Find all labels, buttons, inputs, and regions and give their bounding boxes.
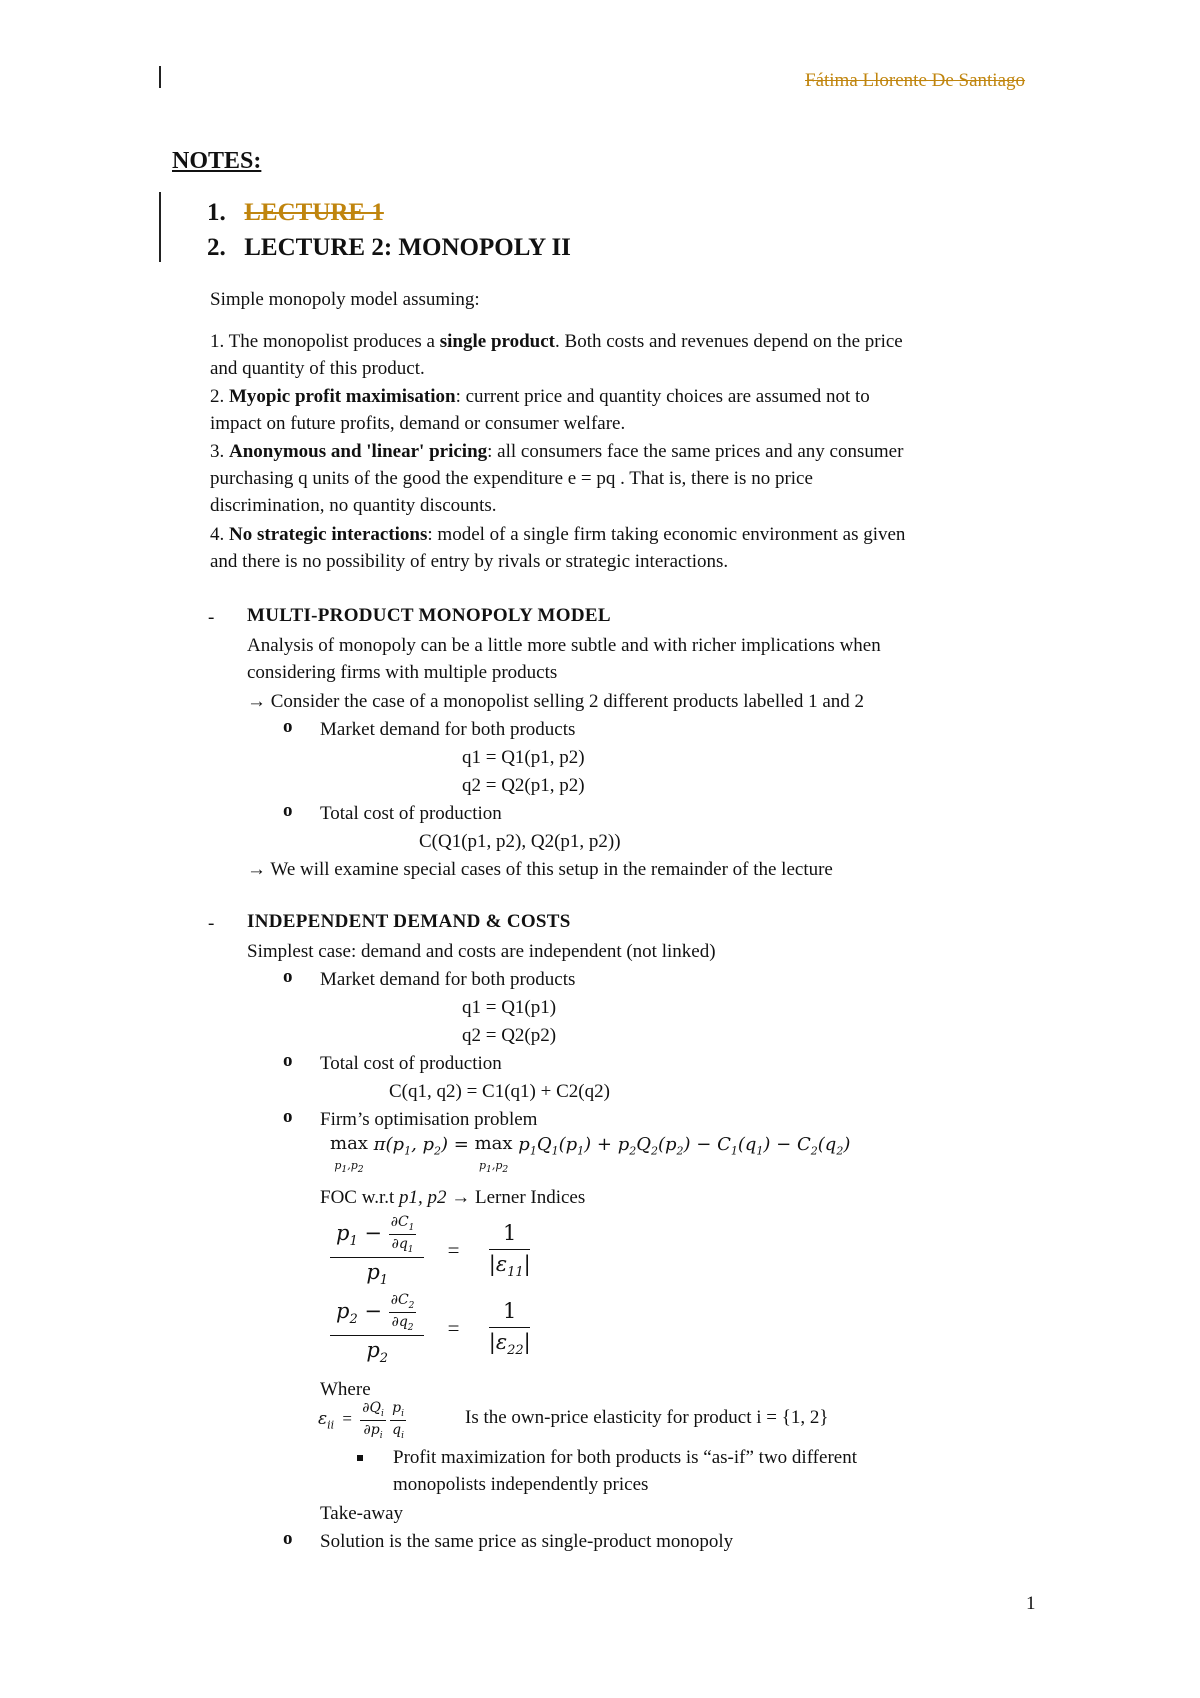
indep-bullet-demand: Market demand for both products [320, 969, 576, 990]
indep-description: Simplest case: demand and costs are independent (not linked) [247, 941, 716, 962]
lecture-label: LECTURE 2: MONOPOLY II [244, 234, 571, 261]
equation-q2: q2 = Q2(p1, p2) [462, 775, 585, 796]
section-heading-multi: MULTI-PRODUCT MONOPOLY MODEL [247, 605, 611, 626]
bullet-marker: o [283, 1528, 293, 1549]
indep-bullet-optimisation: Firm’s optimisation problem [320, 1109, 538, 1130]
equation-cost: C(Q1(p1, p2), Q2(p1, p2)) [419, 831, 621, 852]
equation-q1: q1 = Q1(p1, p2) [462, 747, 585, 768]
lecture-number: 2. [207, 234, 226, 261]
assumption-4: 4. No strategic interactions: model of a single firm taking economic environment as given and there is no possibility of entry by rivals or strategic interactions. [210, 524, 906, 572]
section-dash: - [208, 913, 215, 934]
elasticity-description: Is the own-price elasticity for product i = {1, 2} [465, 1407, 829, 1428]
formula-elasticity: $\varepsilon_{ii}$ = $\frac{\partial Q_i}{\partial p_i}$ $\frac{p_i}{q_i}$ [318, 1400, 404, 1441]
multi-bullet-demand: Market demand for both products [320, 719, 576, 740]
multi-arrow-note-1: → Consider the case of a monopolist selling 2 different products labelled 1 and 2 [247, 691, 865, 712]
assumption-2: 2. Myopic profit maximisation: current price and quantity choices are assumed not to impact on future profits, demand or consumer welfare. [210, 386, 870, 434]
multi-bullet-cost: Total cost of production [320, 803, 502, 824]
bullet-marker: o [283, 966, 293, 987]
assumption-3: 3. Anonymous and 'linear' pricing: all consumers face the same prices and any consumer purchasing q units of the good the expenditure e = pq . That is, there is no price discrimination, no quantity discounts. [210, 441, 904, 516]
foc-line: FOC w.r.t p1, p2 → Lerner Indices [320, 1187, 586, 1208]
equation-q2: q2 = Q2(p2) [462, 1025, 557, 1046]
lecture-number: 1. [207, 199, 226, 226]
equation-cost: C(q1, q2) = C1(q1) + C2(q2) [389, 1081, 610, 1102]
multi-arrow-note-2: → We will examine special cases of this setup in the remainder of the lecture [247, 859, 833, 880]
page-title: NOTES: [172, 148, 262, 174]
change-bar [159, 192, 161, 262]
formula-lerner-1: $p_1$ − $\frac{\partial C_1}{\partial q_1}$ $p_1$ = $\frac{1}{|\varepsilon_{11}|}$ [330, 1214, 537, 1288]
page-number: 1 [1026, 1593, 1036, 1614]
lecture-item-2 [207, 234, 571, 262]
section-dash: - [208, 607, 215, 628]
sub-bullet-as-if: Profit maximization for both products is “as-if” two different monopolists independently prices [393, 1447, 857, 1495]
takeaway-bullet: Solution is the same price as single-product monopoly [320, 1531, 734, 1552]
lecture-item-1 [207, 199, 384, 227]
bullet-marker: o [283, 716, 293, 737]
assumption-1: 1. The monopolist produces a single product. Both costs and revenues depend on the price and quantity of this product. [210, 331, 903, 379]
where-label: Where [320, 1379, 371, 1400]
bullet-marker: o [283, 800, 293, 821]
author-header: Fátima Llorente De Santiago [805, 70, 1026, 91]
formula-profit-max: max $p_1,p_2$ $\pi(p_1$, $p_2) = \max$ $p_1,p_2$ $p_1Q_1(p_1) + p_2Q_2(p_2) - C_1(q_1) - C_2(q_2)$ [330, 1133, 851, 1176]
takeaway-label: Take-away [320, 1503, 404, 1524]
lecture-label: LECTURE 1 [244, 199, 384, 226]
change-bar [159, 66, 161, 88]
multi-description: Analysis of monopoly can be a little more subtle and with richer implications when considering firms with multiple products [247, 635, 881, 683]
equation-q1: q1 = Q1(p1) [462, 997, 557, 1018]
section-heading-independent: INDEPENDENT DEMAND & COSTS [247, 911, 571, 932]
bullet-marker: o [283, 1106, 293, 1127]
indep-bullet-cost: Total cost of production [320, 1053, 502, 1074]
square-bullet-icon [357, 1455, 363, 1461]
formula-lerner-2: $p_2$ − $\frac{\partial C_2}{\partial q_2}$ $p_2$ = $\frac{1}{|\varepsilon_{22}|}$ [330, 1292, 537, 1366]
bullet-marker: o [283, 1050, 293, 1071]
intro-text: Simple monopoly model assuming: [210, 289, 480, 310]
